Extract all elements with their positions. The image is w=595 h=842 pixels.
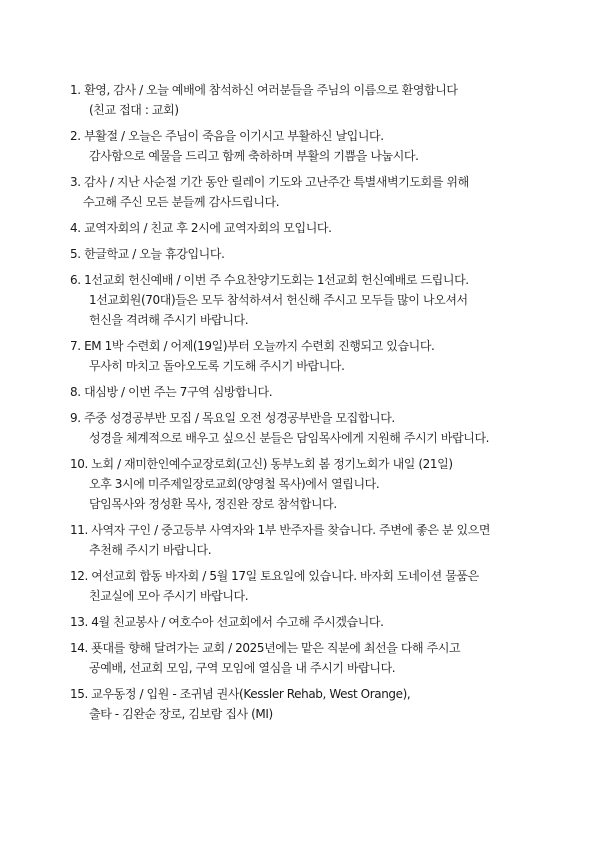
announcement-item bbox=[70, 80, 575, 120]
announcement-heading: 4. 교역자회의 / 친교 후 2시에 교역자회의 모입니다. bbox=[70, 221, 332, 235]
announcement-item bbox=[70, 172, 575, 212]
announcement-heading: 5. 한글학교 / 오늘 휴강입니다. bbox=[70, 247, 225, 261]
announcement-heading: 13. 4월 친교봉사 / 여호수아 선교회에서 수고해 주시겠습니다. bbox=[70, 615, 384, 629]
announcement-item bbox=[70, 566, 575, 606]
announcement-heading: 6. 1선교회 헌신예배 / 이번 주 수요찬양기도회는 1선교회 헌신예배로 드립니다. bbox=[70, 273, 469, 287]
announcement-heading: 2. 부활절 / 오늘은 주님이 죽음을 이기시고 부활하신 날입니다. bbox=[70, 129, 384, 143]
announcement-item bbox=[70, 336, 575, 376]
announcement-item bbox=[70, 408, 575, 448]
announcement-item bbox=[70, 454, 575, 514]
announcement-list bbox=[70, 80, 575, 730]
announcement-heading: 11. 사역자 구인 / 중고등부 사역자와 1부 반주자를 찾습니다. 주변에 좋은 분 있으면 bbox=[70, 523, 491, 537]
announcement-continuation: 1선교회원(70대)들은 모두 참석하셔서 헌신해 주시고 모두들 많이 나오셔서 bbox=[89, 293, 468, 307]
announcement-heading: 14. 푯대를 향해 달려가는 교회 / 2025년에는 맡은 직분에 최선을 다해 주시고 bbox=[70, 641, 461, 655]
announcement-continuation: 수고해 주신 모든 분들께 감사드립니다. bbox=[83, 195, 280, 209]
announcement-item bbox=[70, 612, 575, 632]
announcement-continuation: (친교 접대 : 교회) bbox=[89, 103, 179, 117]
announcement-heading: 12. 여선교회 합동 바자회 / 5월 17일 토요일에 있습니다. 바자회 도네이션 물품은 bbox=[70, 569, 479, 583]
announcement-continuation: 헌신을 격려해 주시기 바랍니다. bbox=[89, 313, 249, 327]
announcement-heading: 7. EM 1박 수련회 / 어제(19일)부터 오늘까지 수련회 진행되고 있습니다. bbox=[70, 339, 435, 353]
announcement-item bbox=[70, 520, 575, 560]
announcement-continuation: 공예배, 선교회 모임, 구역 모임에 열심을 내 주시기 바랍니다. bbox=[89, 661, 396, 675]
announcement-continuation: 무사히 마치고 돌아오도록 기도해 주시기 바랍니다. bbox=[89, 359, 345, 373]
announcement-heading: 15. 교우동정 / 입원 - 조귀념 권사(Kessler Rehab, West Orange), bbox=[70, 687, 411, 701]
announcement-item bbox=[70, 218, 575, 238]
announcement-heading: 9. 주중 성경공부반 모집 / 목요일 오전 성경공부반을 모집합니다. bbox=[70, 411, 395, 425]
announcement-item bbox=[70, 638, 575, 678]
announcement-item bbox=[70, 382, 575, 402]
announcement-item bbox=[70, 684, 575, 724]
announcement-heading: 8. 대심방 / 이번 주는 7구역 심방합니다. bbox=[70, 385, 273, 399]
announcement-item bbox=[70, 270, 575, 330]
announcement-item bbox=[70, 244, 575, 264]
announcement-continuation: 출타 - 김완순 장로, 김보람 집사 (MI) bbox=[89, 707, 273, 721]
announcement-item bbox=[70, 126, 575, 166]
announcement-heading: 10. 노회 / 재미한인예수교장로회(고신) 동부노회 봄 정기노회가 내일 (21일) bbox=[70, 457, 453, 471]
announcement-continuation: 감사함으로 예물을 드리고 함께 축하하며 부활의 기쁨을 나눕시다. bbox=[89, 149, 419, 163]
announcement-continuation: 오후 3시에 미주제일장로교회(양영철 목사)에서 열립니다. bbox=[89, 477, 380, 491]
announcement-continuation: 추천해 주시기 바랍니다. bbox=[89, 543, 212, 557]
announcement-continuation: 성경을 체계적으로 배우고 싶으신 분들은 담임목사에게 지원해 주시기 바랍니다. bbox=[89, 431, 490, 445]
announcement-heading: 1. 환영, 감사 / 오늘 예배에 참석하신 여러분들을 주님의 이름으로 환영합니다 bbox=[70, 83, 458, 97]
announcement-continuation: 친교실에 모아 주시기 바랍니다. bbox=[89, 589, 249, 603]
announcement-heading: 3. 감사 / 지난 사순절 기간 동안 릴레이 기도와 고난주간 특별새벽기도회를 위해 bbox=[70, 175, 469, 189]
announcement-continuation: 담임목사와 정성환 목사, 정진완 장로 참석합니다. bbox=[89, 497, 337, 511]
